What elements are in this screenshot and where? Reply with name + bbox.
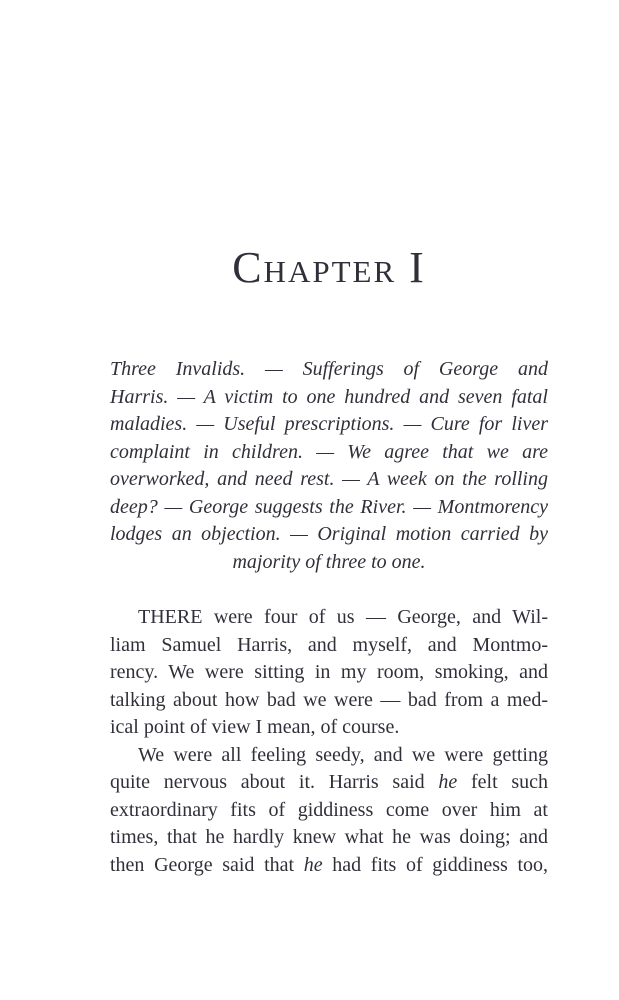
body-line: ical point of view I mean, of course. [110, 716, 400, 738]
body-line [110, 852, 548, 880]
body-line: extraordinary fits of giddiness come over him at [110, 798, 548, 821]
synopsis-line: overworked, and need rest. — A week on the rolling [110, 468, 548, 490]
body-text [110, 604, 548, 879]
synopsis-line: Three Invalids. — Sufferings of George and [110, 358, 548, 380]
body-line: We were all feeling seedy, and we were getting [138, 743, 548, 766]
body-line: THERE were four of us — George, and Wil- [138, 606, 548, 628]
chapter-title: Chapter I [232, 243, 426, 292]
body-line-segment: felt such [470, 771, 548, 793]
body-line [110, 769, 548, 797]
body-line-segment: had fits of giddiness too, [332, 853, 548, 876]
synopsis-line: majority of three to one. [232, 550, 426, 573]
body-line: rency. We were sitting in my room, smoking, and [110, 661, 548, 683]
emphasized-word: he [438, 771, 458, 793]
body-line-segment: quite nervous about it. Harris said [110, 771, 425, 793]
synopsis-line: Harris. — A victim to one hundred and seven fatal [110, 385, 548, 408]
body-line: liam Samuel Harris, and myself, and Montmo- [110, 633, 548, 656]
emphasized-word: he [303, 853, 323, 876]
chapter-synopsis [110, 356, 548, 576]
body-line-segment: then George said that [110, 853, 295, 876]
synopsis-line: maladies. — Useful prescriptions. — Cure for liver [110, 413, 548, 435]
synopsis-line: deep? — George suggests the River. — Montmorency [110, 495, 548, 518]
body-line: talking about how bad we were — bad from a med- [110, 688, 548, 711]
synopsis-line: lodges an objection. — Original motion carried by [110, 523, 548, 545]
synopsis-line: complaint in children. — We agree that we are [110, 440, 548, 463]
body-line: times, that he hardly knew what he was doing; and [110, 826, 548, 848]
